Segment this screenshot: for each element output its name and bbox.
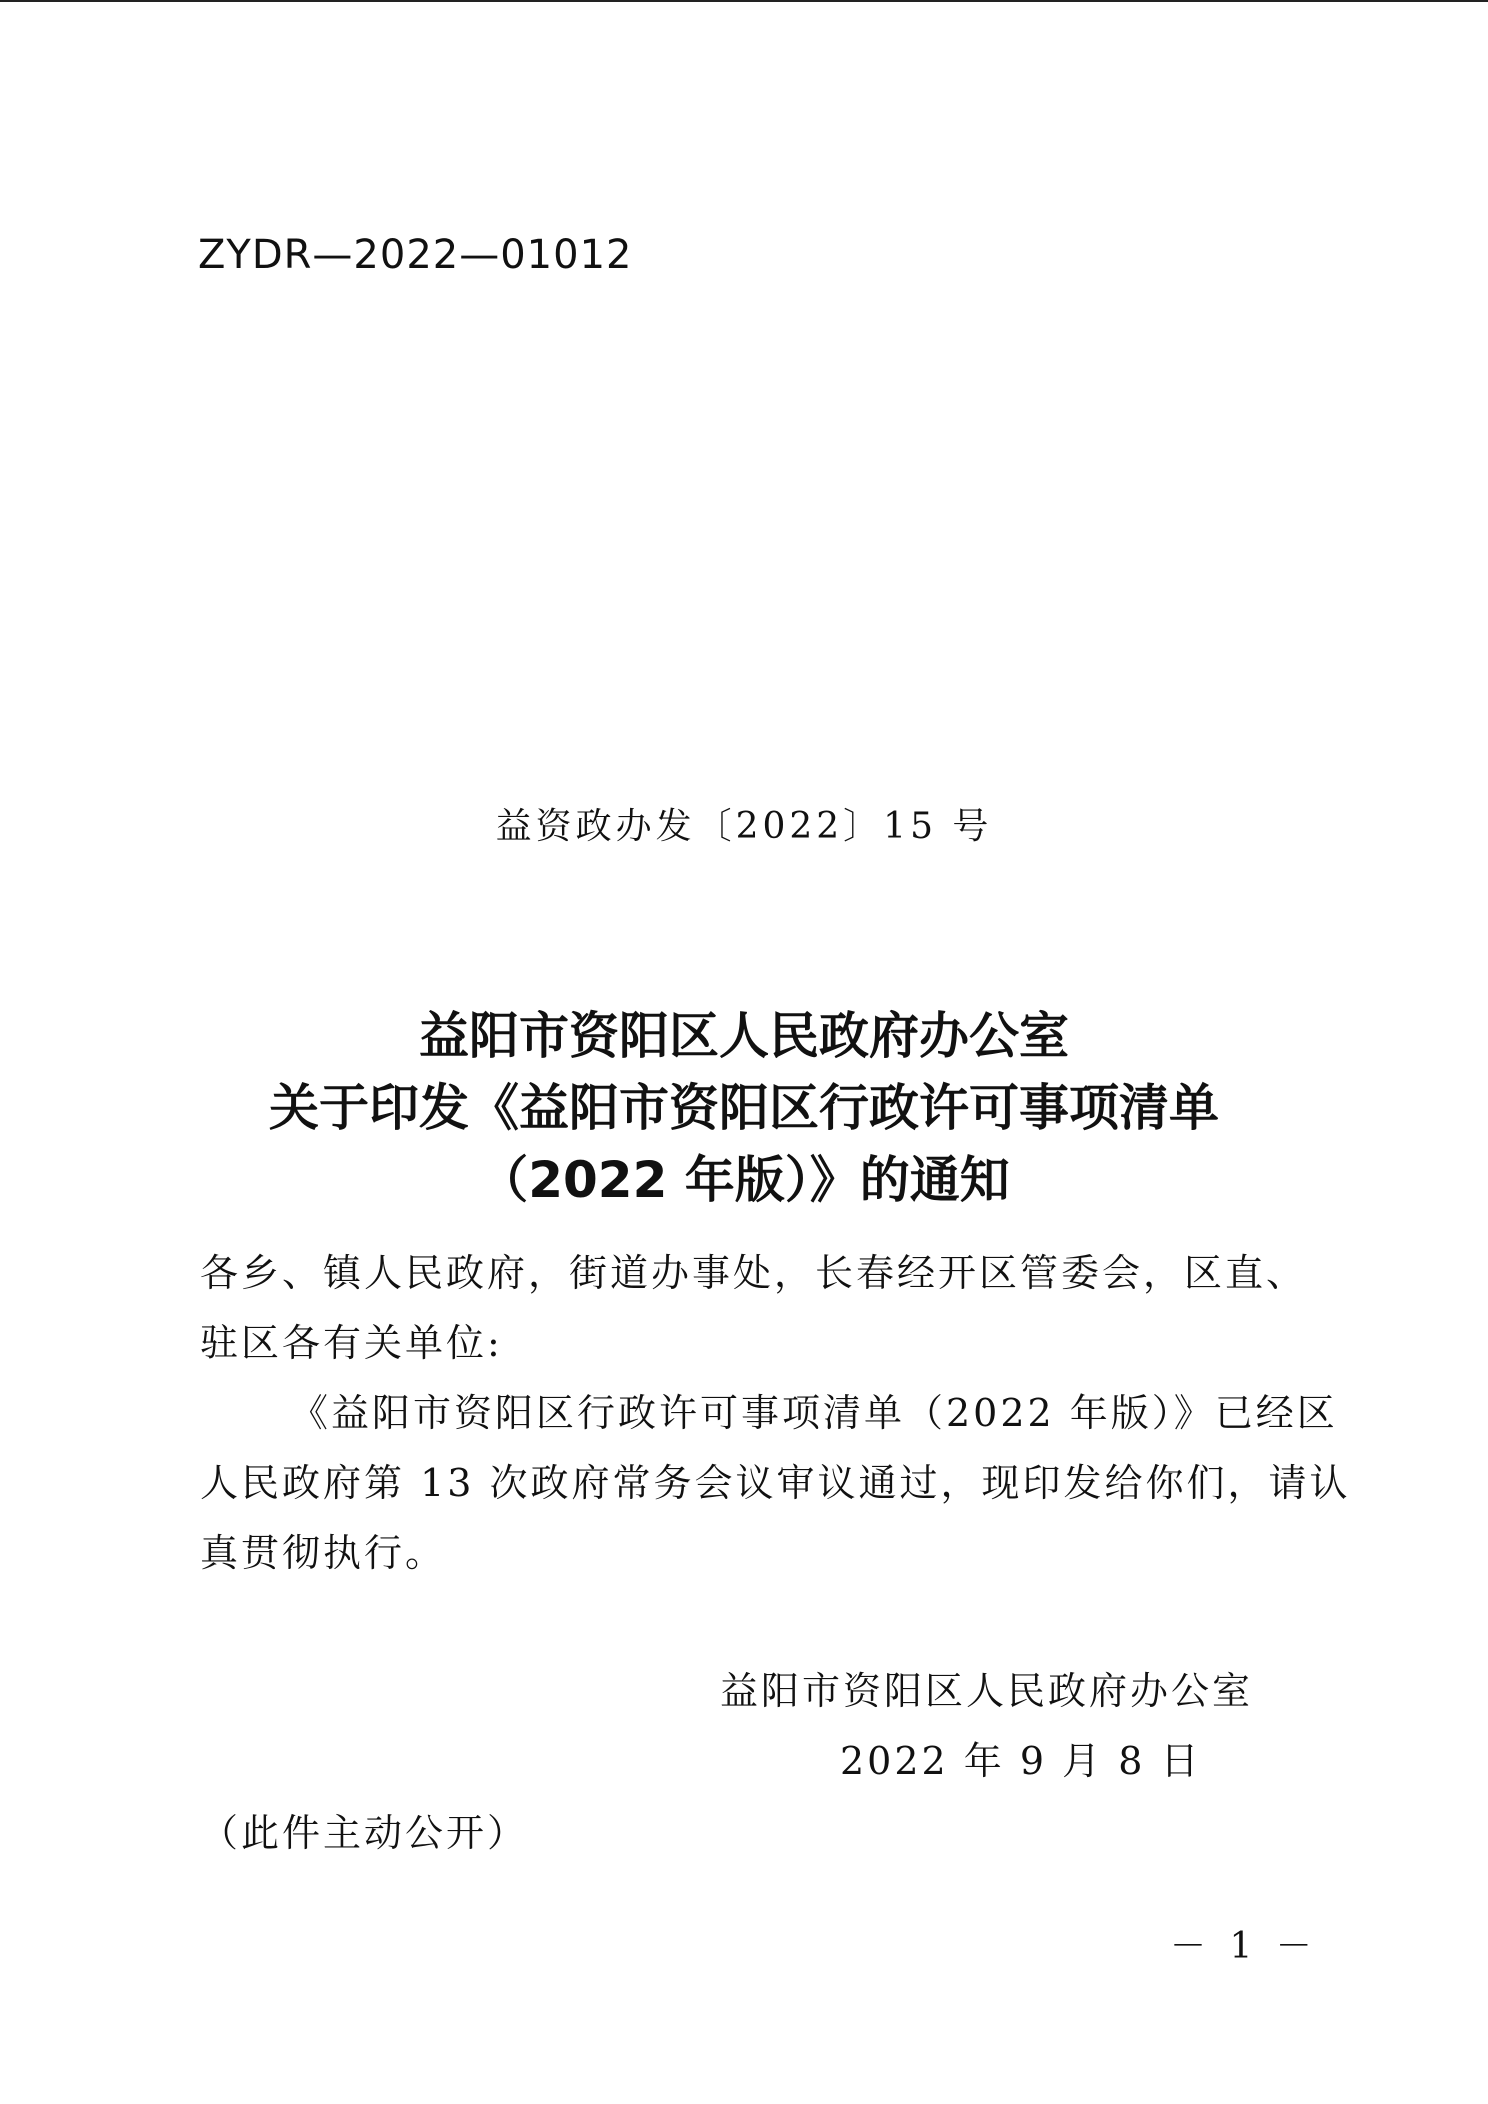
top-border-line	[0, 0, 1488, 2]
paragraph-line: 《益阳市资阳区行政许可事项清单（2022 年版）》已经区	[290, 1391, 1338, 1435]
title-line: 益阳市资阳区人民政府办公室	[419, 1007, 1069, 1065]
issuer-signature: 益阳市资阳区人民政府办公室	[720, 1669, 1254, 1713]
body-paragraph	[200, 1378, 1351, 1588]
issue-date: 2022 年 9 月 8 日	[840, 1739, 1202, 1783]
paragraph-line: 真贯彻执行。	[200, 1531, 447, 1575]
page-number: － 1 －	[1170, 1926, 1318, 1967]
addressee-line: 各乡、镇人民政府，街道办事处，长春经开区管委会，区直、	[200, 1251, 1308, 1295]
title-line: （2022 年版）》的通知	[478, 1151, 1010, 1209]
document-code: ZYDR—2022—01012	[198, 232, 633, 278]
addressee	[200, 1238, 1308, 1378]
paragraph-line: 人民政府第 13 次政府常务会议审议通过，现印发给你们，请认	[200, 1461, 1351, 1505]
title-line: 关于印发《益阳市资阳区行政许可事项清单	[269, 1079, 1219, 1137]
addressee-line: 驻区各有关单位:	[200, 1321, 503, 1365]
document-title	[0, 1000, 1488, 1216]
document-number: 益资政办发〔2022〕15 号	[495, 806, 993, 847]
disclosure-note: （此件主动公开）	[200, 1811, 529, 1855]
